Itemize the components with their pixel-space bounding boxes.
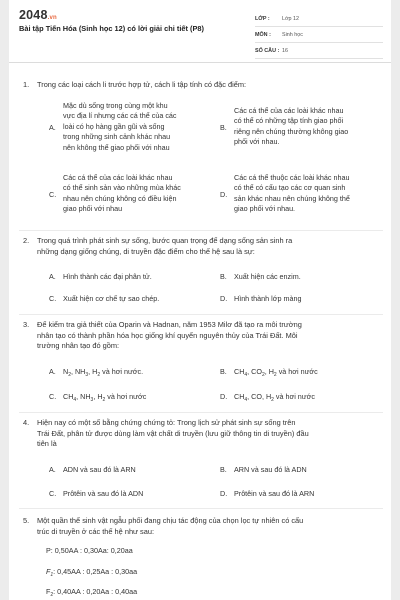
generation-value: : 0,40AA : 0,20Aa : 0,40aa <box>53 587 138 596</box>
option-text: Mặc dù sống trong cùng một khu vực địa lí nhưng các cá thể của các loài có họ hàng gần gũi và sống trong những sinh cảnh khác nhau nên không thể giao phối với nhau <box>63 101 177 152</box>
generation-label: $F_2$ <box>46 587 54 598</box>
option-key: D. <box>220 392 228 401</box>
option-key: A. <box>49 122 56 132</box>
meta-row-count <box>255 43 383 59</box>
option-key: D. <box>220 294 228 303</box>
option-text: Các cá thể của các loài khác nhau có thể có những tập tính giao phối riêng nên chúng thường không giao phối với nhau. <box>234 106 349 147</box>
option-key: D. <box>220 489 228 498</box>
option-text: Prôtêin và sau đó là ARN <box>234 489 315 498</box>
question-1 <box>23 80 383 91</box>
question-5 <box>23 516 383 537</box>
question-divider <box>19 314 383 315</box>
generation-value: : 0,50AA : 0,30Aa: 0,20aa <box>50 546 133 555</box>
option-text: Xuất hiện các enzim. <box>234 272 301 281</box>
meta-key: MÔN : <box>255 31 271 38</box>
option-key: A. <box>49 367 56 376</box>
option-text: Hình thành lớp màng <box>234 294 302 303</box>
meta-value: Sinh học <box>282 31 303 38</box>
question-text: Một quần thể sinh vật ngẫu phối đang chịu tác động của chọn lọc tự nhiên có cấu trúc di truyền ở các thế hệ như sau: <box>37 516 304 536</box>
question-divider <box>19 412 383 413</box>
option-key: C. <box>49 294 57 303</box>
option-text: $N_2$, $NH_3$, $H_2$ và hơi nước. <box>63 367 144 378</box>
option-text: Prôtêin và sau đó là ADN <box>63 489 144 498</box>
generation-value: : 0,45AA : 0,25Aa : 0,30aa <box>53 567 138 576</box>
question-number: 5. <box>23 516 30 525</box>
generation-f2 <box>46 587 346 597</box>
meta-row-class <box>255 11 383 27</box>
question-1-option-c[interactable] <box>49 173 217 217</box>
site-logo[interactable] <box>19 8 57 22</box>
option-key: C. <box>49 489 57 498</box>
option-text: $CH_4$, $NH_3$, $H_2$ và hơi nước <box>63 392 147 403</box>
option-text: $CH_4$, CO, $H_2$ và hơi nước <box>234 392 315 403</box>
option-text: Các cá thể của các loài khác nhau có thể sinh sản vào những mùa khác nhau nên chúng không có điều kiện giao phối với nhau <box>63 173 181 214</box>
option-text: ARN và sau đó là ADN <box>234 465 307 474</box>
option-text: Xuất hiện cơ chế tự sao chép. <box>63 294 160 303</box>
option-key: C. <box>49 189 57 199</box>
question-divider <box>19 230 383 231</box>
question-number: 3. <box>23 320 30 329</box>
generation-p <box>46 546 346 556</box>
question-number: 4. <box>23 418 30 427</box>
generation-label: $F_1$ <box>46 567 54 578</box>
option-text: $CH_4$, $CO_2$, $H_2$ và hơi nước <box>234 367 318 378</box>
option-key: A. <box>49 465 56 474</box>
question-text: Trong các loại cách li trước hợp tử, cách li tập tính có đặc điểm: <box>37 80 247 89</box>
meta-value: 16 <box>282 47 288 54</box>
option-key: D. <box>220 189 228 199</box>
meta-row-subject <box>255 27 383 43</box>
document-page <box>9 0 391 600</box>
question-text: Để kiểm tra giả thiết của Oparin và Hadnan, năm 1953 Milơ đã tạo ra môi trường nhân tạo có thành phần hóa học giống khí quyển nguyên thủy của Trái Đất. Môi trường nhân tạo đó gồm: <box>37 320 302 351</box>
logo-number: 2048 <box>19 8 48 22</box>
document-title: Bài tập Tiến Hóa (Sinh học 12) có lời giải chi tiết (P8) <box>19 24 204 33</box>
question-number: 2. <box>23 236 30 245</box>
option-key: C. <box>49 392 57 401</box>
question-1-option-a[interactable] <box>49 101 217 155</box>
question-1-option-d[interactable] <box>220 173 386 217</box>
question-3 <box>23 320 383 352</box>
question-text: Trong quá trình phát sinh sự sống, bước quan trọng để dạng sống sản sinh ra những dạng giống chúng, di truyền đặc điểm cho thế hệ sau là sự: <box>37 236 293 256</box>
question-divider <box>19 508 383 509</box>
generation-f1 <box>46 567 346 577</box>
meta-key: SỐ CÂU : <box>255 47 280 54</box>
option-text: Các cá thể thuộc các loài khác nhau có thể có cấu tạo các cơ quan sinh sản khác nhau nên chúng không thể giao phối với nhau. <box>234 173 350 214</box>
option-text: ADN và sau đó là ARN <box>63 465 136 474</box>
option-key: A. <box>49 272 56 281</box>
question-4 <box>23 418 383 450</box>
generation-label: P <box>46 546 51 555</box>
question-2 <box>23 236 383 257</box>
option-key: B. <box>220 367 227 376</box>
document-header <box>9 0 391 63</box>
meta-value: Lớp 12 <box>282 15 300 22</box>
question-1-option-b[interactable] <box>220 106 386 150</box>
option-text: Hình thành các đại phân tử. <box>63 272 152 281</box>
question-number: 1. <box>23 80 30 89</box>
option-key: B. <box>220 465 227 474</box>
option-key: B. <box>220 122 227 132</box>
meta-key: LỚP : <box>255 15 270 22</box>
logo-suffix: .vn <box>47 15 57 21</box>
document-meta <box>255 11 383 59</box>
question-text: Hiện nay có một số bằng chứng chứng tỏ: Trong lịch sử phát sinh sự sống trên Trái Đất, phân tử được dùng làm vật chất di truyền (lưu giữ thông tin di truyền) đầu tiên là <box>37 418 309 449</box>
option-key: B. <box>220 272 227 281</box>
